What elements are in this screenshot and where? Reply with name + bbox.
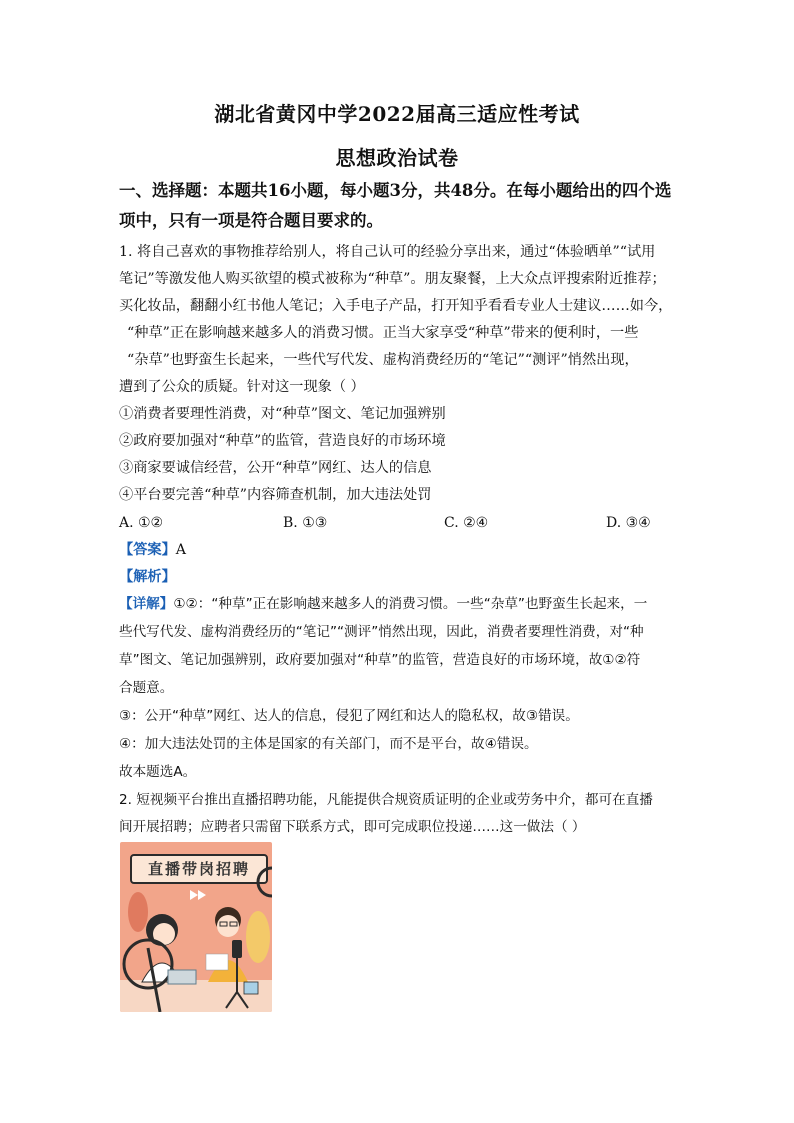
q1-answer	[119, 540, 679, 560]
answer-value: A	[175, 542, 187, 558]
q1-stem-line: 遭到了公众的质疑。针对这一现象（ ）	[119, 379, 365, 395]
q1-option-c: C. ②④	[444, 515, 489, 531]
q1-stem-line: “杂草”也野蛮生长起来，一些代写代发、虚构消费经历的“笔记”“测评”悄然出现，	[127, 352, 639, 368]
q1-stem-line: 笔记”等激发他人购买欲望的模式被称为“种草”。朋友聚餐，上大众点评搜索附近推荐；	[119, 271, 666, 287]
detail-text: ①②：“种草”正在影响越来越多人的消费习惯。一些“杂草”也野蛮生长起来，一	[173, 596, 648, 612]
q1-option-d: D. ③④	[606, 515, 651, 531]
q1-statement: ④平台要完善“种草”内容筛查机制，加大违法处罚	[119, 487, 432, 503]
q1-conclusion: 故本题选A。	[119, 764, 197, 780]
q1-stem-line: 1. 将自己喜欢的事物推荐给别人，将自己认可的经验分享出来，通过“体验晒单”“试用	[119, 244, 656, 260]
analysis-tag: 【解析】	[119, 569, 176, 585]
section-heading	[119, 176, 679, 236]
answer-tag: 【答案】	[119, 542, 176, 558]
q1-statement: ②政府要加强对“种草”的监管，营造良好的市场环境	[119, 433, 446, 449]
illustration-graphic	[120, 842, 272, 1012]
q2-stem-line: 2. 短视频平台推出直播招聘功能，凡能提供合规资质证明的企业或劳务中介，都可在直播	[119, 792, 653, 808]
q1-note-4: ④：加大违法处罚的主体是国家的有关部门，而不是平台，故④错误。	[119, 736, 538, 752]
q1-detail-line: 合题意。	[119, 680, 174, 696]
q1-note-3: ③：公开“种草”网红、达人的信息，侵犯了网红和达人的隐私权，故③错误。	[119, 708, 579, 724]
q1-detail-line: 草”图文、笔记加强辨别，政府要加强对“种草”的监管，营造良好的市场环境，故①②符	[119, 652, 641, 668]
q1-analysis	[119, 567, 679, 587]
q2-stem-line: 间开展招聘；应聘者只需留下联系方式，即可完成职位投递……这一做法（ ）	[119, 819, 586, 835]
section-heading-line-2: 项中，只有一项是符合题目要求的。	[119, 211, 383, 230]
q1-option-b: B. ①③	[283, 515, 328, 531]
q1-option-a: A. ①②	[119, 515, 164, 531]
q1-stem-line: “种草”正在影响越来越多人的消费习惯。正当大家享受“种草”带来的便利时，一些	[127, 325, 639, 341]
section-heading-line-1: 一、选择题：本题共16小题，每小题3分，共48分。在每小题给出的四个选	[119, 181, 672, 200]
q1-detail-line	[119, 594, 679, 614]
illustration-banner: 直播带岗招聘	[130, 854, 268, 884]
q1-statement: ①消费者要理性消费，对“种草”图文、笔记加强辨别	[119, 406, 446, 422]
detail-tag: 【详解】	[119, 596, 174, 612]
exam-title: 湖北省黄冈中学2022届高三适应性考试	[214, 102, 580, 126]
exam-subtitle: 思想政治试卷	[335, 146, 459, 170]
livestream-recruitment-illustration	[120, 842, 272, 1012]
q1-stem-line: 买化妆品，翻翻小红书他人笔记；入手电子产品，打开知乎看看专业人士建议……如今，	[119, 298, 673, 314]
q1-statement: ③商家要诚信经营，公开“种草”网红、达人的信息	[119, 460, 432, 476]
q1-detail-line: 些代写代发、虚构消费经历的“笔记”“测评”悄然出现，因此，消费者要理性消费，对“种	[119, 624, 644, 640]
